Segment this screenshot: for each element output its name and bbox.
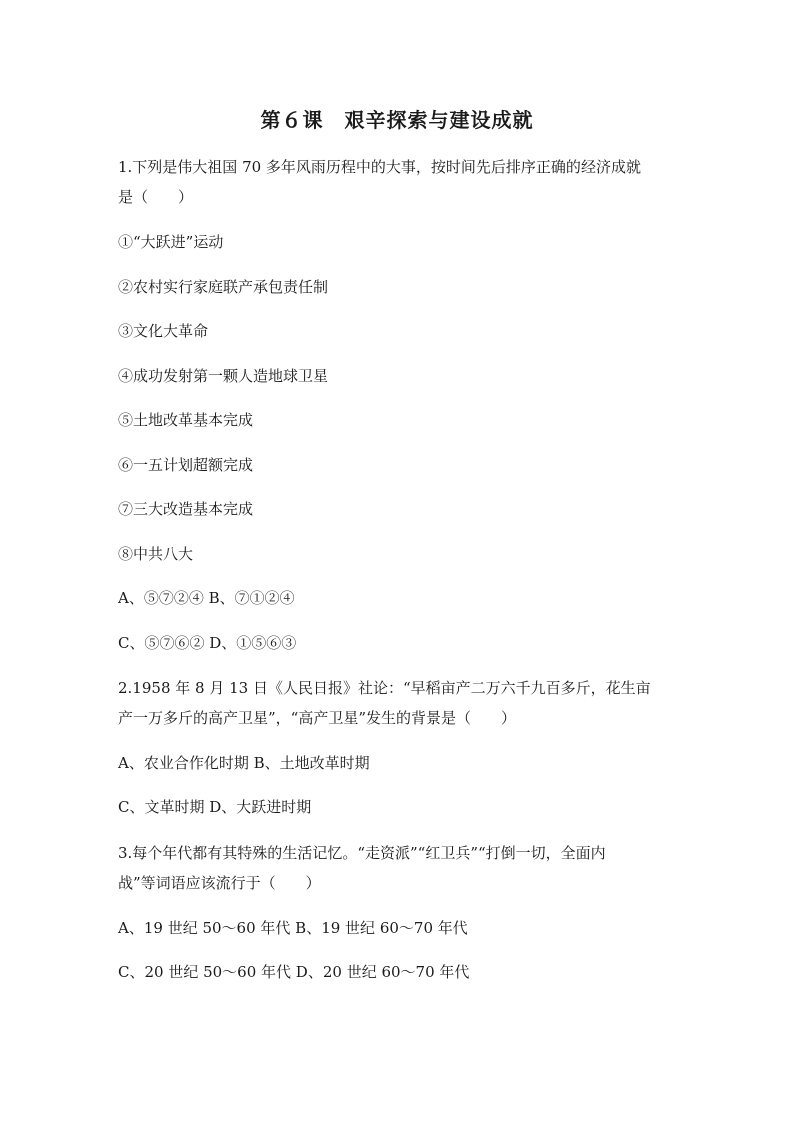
question-3-stem-line-2: 战”等词语应该流行于（ ） (118, 874, 321, 892)
page-title: 第６课 艰辛探索与建设成就 (260, 108, 534, 132)
question-1-options-line-2: C、⑤⑦⑥② D、①⑤⑥③ (118, 634, 297, 652)
question-1-item: ④成功发射第一颗人造地球卫星 (118, 367, 329, 385)
question-1-item: ⑤土地改革基本完成 (118, 411, 254, 429)
question-1-stem-line-2: 是（ ） (118, 188, 194, 206)
question-1-item: ①“大跃进”运动 (118, 233, 224, 251)
question-1-item: ⑥一五计划超额完成 (118, 456, 254, 474)
question-1-item: ②农村实行家庭联产承包责任制 (118, 278, 329, 296)
question-3-options-line-1: A、19 世纪 50～60 年代 B、19 世纪 60～70 年代 (118, 919, 468, 937)
question-2-stem-line-1: 2.1958 年 8 月 13 日《人民日报》社论：“早稻亩产二万六千九百多斤，花生亩 (118, 679, 651, 697)
question-1-item: ③文化大革命 (118, 322, 209, 340)
question-1-item: ⑦三大改造基本完成 (118, 500, 254, 518)
question-2-stem-line-2: 产一万多斤的高产卫星”，“高产卫星”发生的背景是（ ） (118, 709, 517, 727)
question-3-options-line-2: C、20 世纪 50～60 年代 D、20 世纪 60～70 年代 (118, 963, 470, 981)
question-1-stem-line-1: 1.下列是伟大祖国 70 多年风雨历程中的大事，按时间先后排序正确的经济成就 (118, 158, 641, 176)
question-1-item: ⑧中共八大 (118, 545, 194, 563)
question-1-options-line-1: A、⑤⑦②④ B、⑦①②④ (118, 589, 295, 607)
question-2-options-line-1: A、农业合作化时期 B、土地改革时期 (118, 754, 370, 772)
question-2-options-line-2: C、文革时期 D、大跃进时期 (118, 798, 312, 816)
question-3-stem-line-1: 3.每个年代都有其特殊的生活记忆。“走资派”“红卫兵”“打倒一切，全面内 (118, 844, 606, 862)
